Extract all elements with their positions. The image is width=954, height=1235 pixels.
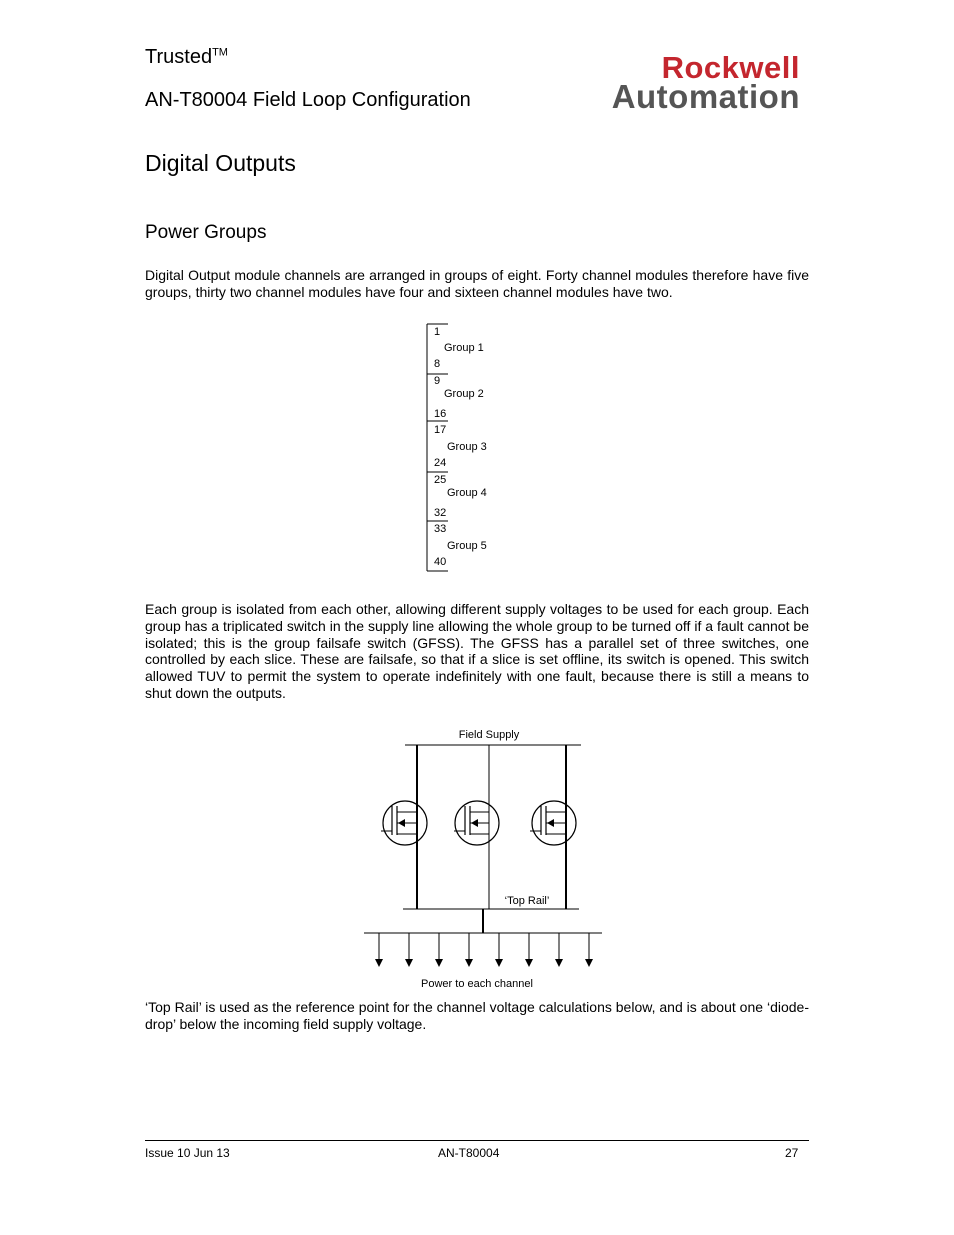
section-title: Digital Outputs (145, 150, 296, 176)
group-1-start: 1 (434, 326, 441, 338)
channel-arrows (375, 933, 593, 967)
trademark-mark: TM (212, 46, 228, 59)
paragraph-2: Each group is isolated from each other, allowing different supply voltages to be used for each group. Each group has a triplicated switch in the supply line allowing the whole group to be turned off if a fault cannot be isolated; this is the group failsafe switch (GFSS). The GFSS has a parallel set of three switches, one controlled by each slice. These are failsafe, so that if a slice is set offline, its switch is opened. This switch allowed TUV to permit the system to operate indefinitely with one fault, because there is still a means to shut down the outputs. (145, 601, 809, 701)
group-2-label: Group 2 (444, 388, 484, 400)
group-4-label: Group 4 (447, 487, 487, 499)
footer-divider (145, 1140, 809, 1141)
group-5-start: 33 (434, 523, 447, 535)
group-5-label: Group 5 (447, 540, 487, 552)
group-3-label: Group 3 (447, 441, 487, 453)
group-1-end: 8 (434, 358, 441, 370)
page-number: 27 (785, 1146, 799, 1160)
document-title: AN-T80004 Field Loop Configuration (145, 89, 471, 111)
footer-doc-code: AN-T80004 (438, 1146, 500, 1160)
top-rail-label: ‘Top Rail’ (504, 895, 550, 907)
paragraph-1: Digital Output module channels are arranged in groups of eight. Forty channel modules therefore have five groups, thirty two channel modules have four and sixteen channel modules have two. (145, 267, 809, 300)
power-to-channel-label: Power to each channel (421, 978, 533, 990)
field-supply-label: Field Supply (458, 729, 520, 741)
group-5-end: 40 (434, 556, 447, 568)
logo-line1: Rockwell (661, 50, 800, 85)
logo-line2: Automation (611, 78, 800, 115)
mosfet-switch-3 (530, 745, 576, 909)
group-3-start: 17 (434, 424, 447, 436)
group-2-start: 9 (434, 375, 441, 387)
mosfet-switch-2 (454, 745, 499, 909)
group-4-end: 32 (434, 507, 447, 519)
group-3-end: 24 (434, 457, 447, 469)
product-name-text: Trusted (145, 46, 213, 68)
subsection-title: Power Groups (145, 222, 267, 243)
mosfet-switch-1 (381, 745, 427, 909)
group-4-start: 25 (434, 474, 447, 486)
paragraph-3: ‘Top Rail’ is used as the reference point for the channel voltage calculations below, and is about one ‘diode-drop’ below the incoming field supply voltage. (145, 999, 809, 1032)
group-1-label: Group 1 (444, 342, 484, 354)
group-2-end: 16 (434, 408, 447, 420)
footer-issue: Issue 10 Jun 13 (145, 1146, 230, 1160)
